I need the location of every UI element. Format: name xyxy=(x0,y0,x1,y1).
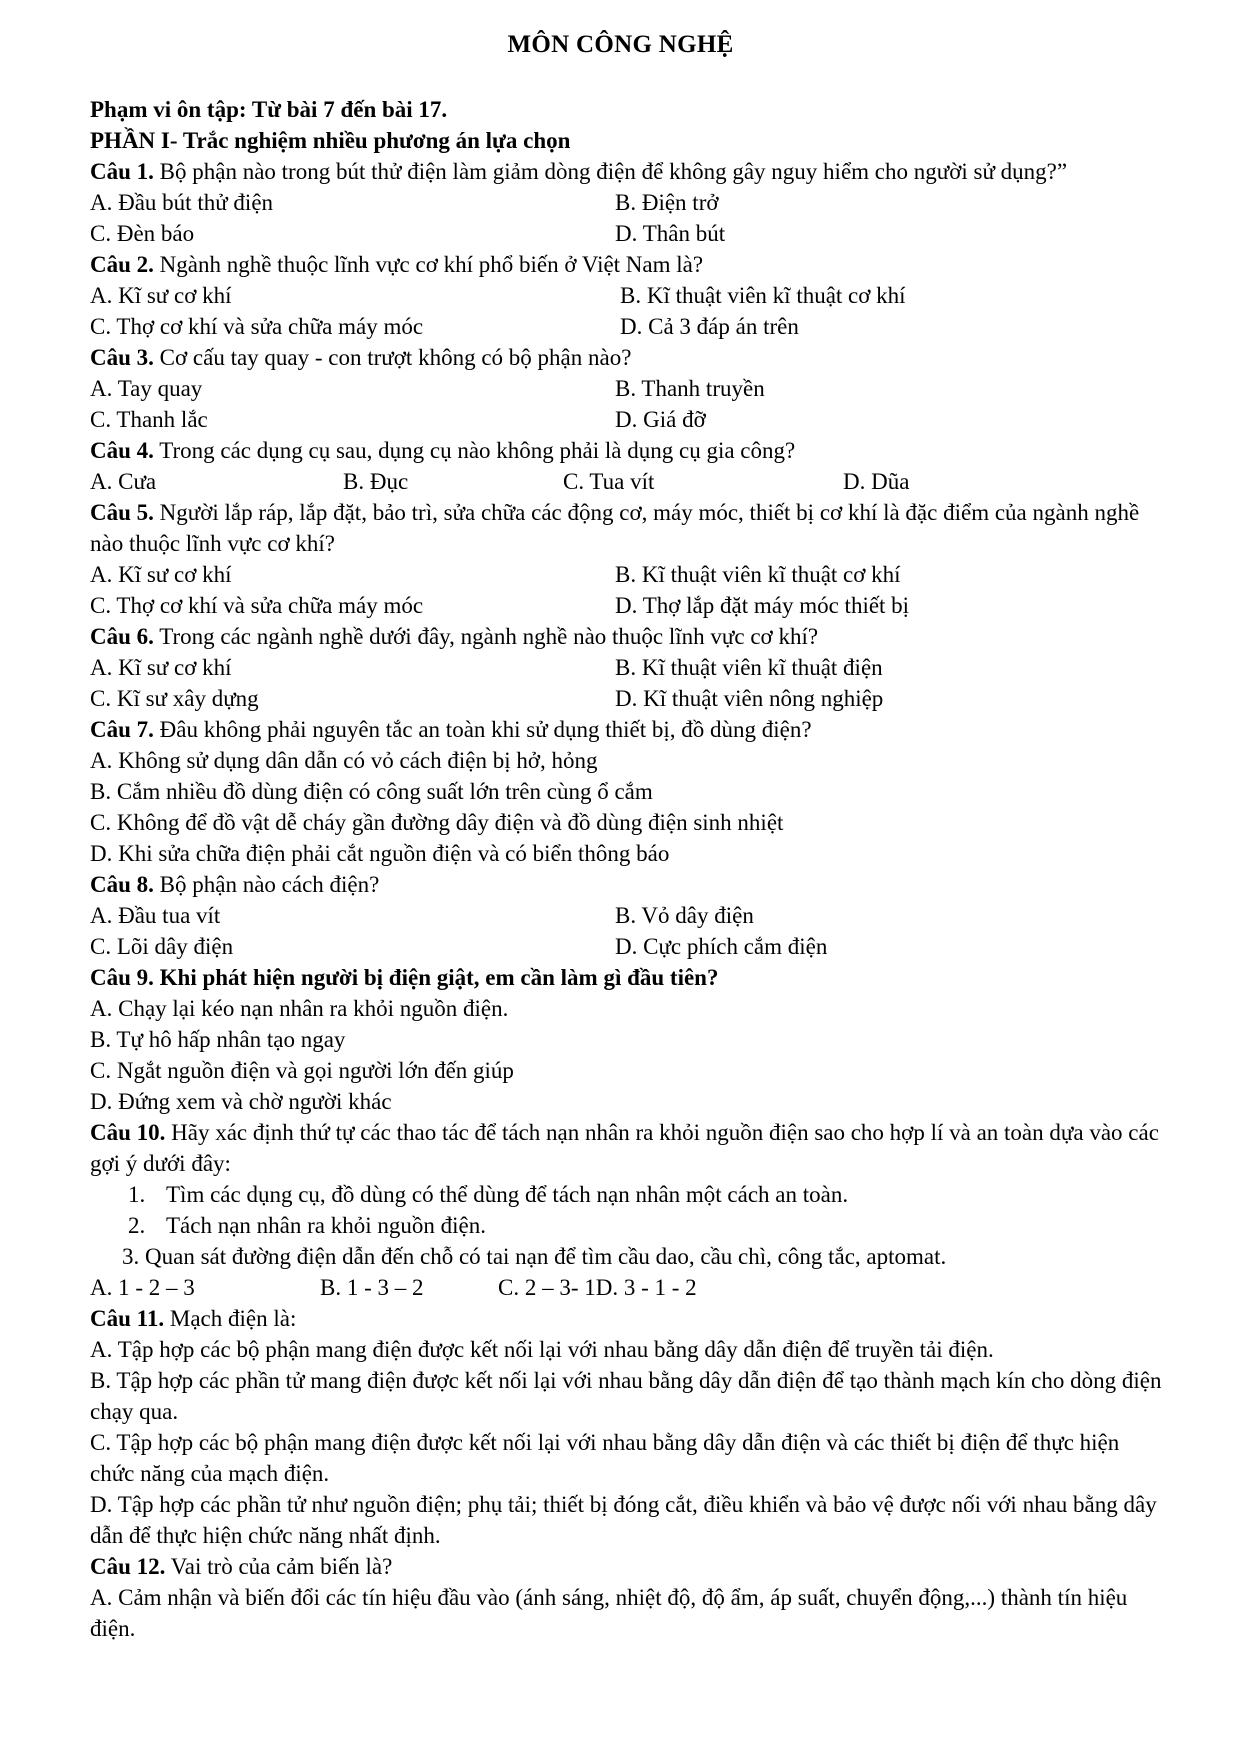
option-b: B. Vỏ dây điện xyxy=(615,903,754,928)
option-c: C. Lõi dây điện xyxy=(90,934,234,959)
step-2 xyxy=(90,1210,1165,1241)
option-a: A. Cưa xyxy=(90,469,157,494)
option-d: D. Giá đỡ xyxy=(615,407,706,432)
option-b: B. Tập hợp các phần tử mang điện được kết nối lại với nhau bằng dây dẫn điện để tạo thành mạch kín cho dòng điện chạy qua. xyxy=(90,1368,1162,1424)
question-12 xyxy=(90,1551,1165,1582)
option-d: D. Thợ lắp đặt máy móc thiết bị xyxy=(615,593,910,618)
option-c: C. Không để đồ vật dễ cháy gần đường dây điện và đồ dùng điện sinh nhiệt xyxy=(90,810,784,835)
step-1 xyxy=(90,1179,1165,1210)
question-3 xyxy=(90,342,1165,373)
question-2 xyxy=(90,249,1165,280)
question-label: Câu 5. xyxy=(90,500,154,525)
question-text: . Khi phát hiện người bị điện giật, em cần làm gì đầu tiên? xyxy=(148,965,719,990)
option-c: C. Thợ cơ khí và sửa chữa máy móc xyxy=(90,314,424,339)
step-3: 3. Quan sát đường điện dẫn đến chỗ có tai nạn để tìm cầu dao, cầu chì, công tắc, aptomat. xyxy=(122,1244,947,1269)
options-row xyxy=(90,311,1165,342)
question-text: Bộ phận nào cách điện? xyxy=(153,872,380,897)
step-text: Tìm các dụng cụ, đồ dùng có thể dùng để tách nạn nhân một cách an toàn. xyxy=(166,1182,849,1207)
question-text: Bộ phận nào trong bút thử điện làm giảm dòng điện để không gây nguy hiểm cho người sử dụng?” xyxy=(153,159,1068,184)
option-d: D. 3 - 1 - 2 xyxy=(595,1275,697,1300)
question-6 xyxy=(90,621,1165,652)
option-a: A. Tập hợp các bộ phận mang điện được kết nối lại với nhau bằng dây dẫn điện để truyền tải điện. xyxy=(90,1337,994,1362)
option-b: B. Tự hô hấp nhân tạo ngay xyxy=(90,1027,346,1052)
question-text: Trong các ngành nghề dưới đây, ngành nghề nào thuộc lĩnh vực cơ khí? xyxy=(153,624,819,649)
option-d: D. Đứng xem và chờ người khác xyxy=(90,1089,392,1114)
option-b: B. Kĩ thuật viên kĩ thuật cơ khí xyxy=(615,562,901,587)
option-c: C. Đèn báo xyxy=(90,221,195,246)
options-row xyxy=(90,931,1165,962)
option-d: D. Thân bút xyxy=(615,221,726,246)
question-label: Câu 9 xyxy=(90,965,149,990)
option-d: D. Khi sửa chữa điện phải cắt nguồn điện và có biển thông báo xyxy=(90,841,670,866)
options-row xyxy=(90,466,1165,497)
option-b: B. Cắm nhiều đồ dùng điện có công suất lớn trên cùng ổ cắm xyxy=(90,779,653,804)
option-d: D. Cả 3 đáp án trên xyxy=(620,314,799,339)
review-scope: Phạm vi ôn tập: Từ bài 7 đến bài 17. xyxy=(90,97,448,122)
question-label: Câu 3. xyxy=(90,345,154,370)
options-row xyxy=(90,652,1165,683)
option-c: C. Kĩ sư xây dựng xyxy=(90,686,259,711)
document-body xyxy=(90,94,1165,1644)
option-a: A. Đầu tua vít xyxy=(90,903,221,928)
option-c: C. Tập hợp các bộ phận mang điện được kết nối lại với nhau bằng dây dẫn điện và các thiết bị điện để thực hiện chức năng của mạch điện. xyxy=(90,1430,1120,1486)
options-row xyxy=(90,1272,1165,1303)
question-text: Ngành nghề thuộc lĩnh vực cơ khí phổ biến ở Việt Nam là? xyxy=(153,252,704,277)
option-c: C. Ngắt nguồn điện và gọi người lớn đến giúp xyxy=(90,1058,514,1083)
option-a: A. Kĩ sư cơ khí xyxy=(90,283,232,308)
option-a: A. Cảm nhận và biến đổi các tín hiệu đầu vào (ánh sáng, nhiệt độ, độ ẩm, áp suất, chuyển động,...) thành tín hiệu điện. xyxy=(90,1585,1128,1641)
option-b: B. Kĩ thuật viên kĩ thuật cơ khí xyxy=(620,283,906,308)
option-d: D. Kĩ thuật viên nông nghiệp xyxy=(615,686,884,711)
option-b: B. Điện trở xyxy=(615,190,719,215)
question-text: Hãy xác định thứ tự các thao tác để tách nạn nhân ra khỏi nguồn điện sao cho hợp lí và an toàn dựa vào các gợi ý dưới đây: xyxy=(90,1120,1159,1176)
question-label: Câu 4. xyxy=(90,438,154,463)
option-c: C. Tua vít xyxy=(563,469,655,494)
options-row xyxy=(90,559,1165,590)
question-label: Câu 2. xyxy=(90,252,154,277)
question-text: Vai trò của cảm biến là? xyxy=(165,1554,393,1579)
page-title: MÔN CÔNG NGHỆ xyxy=(507,31,734,58)
question-8 xyxy=(90,869,1165,900)
option-d: D. Tập hợp các phần tử như nguồn điện; phụ tải; thiết bị đóng cắt, điều khiển và bảo vệ được nối với nhau bằng dây dẫn để thực hiện chức năng nhất định. xyxy=(90,1492,1157,1548)
question-1 xyxy=(90,156,1165,187)
question-label: Câu 1. xyxy=(90,159,154,184)
question-label: Câu 8. xyxy=(90,872,154,897)
option-b: B. Đục xyxy=(343,469,409,494)
question-text: Đâu không phải nguyên tắc an toàn khi sử dụng thiết bị, đồ dùng điện? xyxy=(153,717,812,742)
options-row xyxy=(90,373,1165,404)
question-label: Câu 11. xyxy=(90,1306,165,1331)
step-number: 1. xyxy=(128,1182,146,1207)
question-label: Câu 6. xyxy=(90,624,154,649)
question-text: Trong các dụng cụ sau, dụng cụ nào không phải là dụng cụ gia công? xyxy=(153,438,796,463)
question-text: Mạch điện là: xyxy=(164,1306,297,1331)
question-text: Người lắp ráp, lắp đặt, bảo trì, sửa chữa các động cơ, máy móc, thiết bị cơ khí là đặc điểm của ngành nghề nào thuộc lĩnh vực cơ khí? xyxy=(90,500,1140,556)
question-9 xyxy=(90,962,1165,993)
option-a: A. Tay quay xyxy=(90,376,203,401)
option-d: D. Cực phích cắm điện xyxy=(615,934,828,959)
option-b: B. Thanh truyền xyxy=(615,376,765,401)
options-row xyxy=(90,590,1165,621)
question-label: Câu 7. xyxy=(90,717,154,742)
option-a: A. Không sử dụng dân dẫn có vỏ cách điện bị hở, hỏng xyxy=(90,748,598,773)
options-row xyxy=(90,683,1165,714)
options-row xyxy=(90,187,1165,218)
question-7 xyxy=(90,714,1165,745)
question-11 xyxy=(90,1303,1165,1334)
question-label: Câu 12. xyxy=(90,1554,166,1579)
options-row xyxy=(90,218,1165,249)
option-d: D. Dũa xyxy=(843,469,910,494)
option-a: A. Kĩ sư cơ khí xyxy=(90,655,232,680)
question-label: Câu 10. xyxy=(90,1120,166,1145)
option-a: A. 1 - 2 – 3 xyxy=(90,1275,195,1300)
options-row xyxy=(90,900,1165,931)
option-a: A. Kĩ sư cơ khí xyxy=(90,562,232,587)
question-4 xyxy=(90,435,1165,466)
options-row xyxy=(90,280,1165,311)
question-10 xyxy=(90,1117,1165,1179)
option-a: A. Đầu bút thử điện xyxy=(90,190,274,215)
part-heading: PHẦN I- Trắc nghiệm nhiều phương án lựa chọn xyxy=(90,128,571,153)
step-number: 2. xyxy=(128,1213,146,1238)
option-b: B. 1 - 3 – 2 xyxy=(320,1275,424,1300)
option-a: A. Chạy lại kéo nạn nhân ra khỏi nguồn điện. xyxy=(90,996,509,1021)
options-row xyxy=(90,404,1165,435)
question-5 xyxy=(90,497,1165,559)
step-text: Tách nạn nhân ra khỏi nguồn điện. xyxy=(166,1213,486,1238)
option-b: B. Kĩ thuật viên kĩ thuật điện xyxy=(615,655,883,680)
option-c: C. 2 – 3- 1 xyxy=(498,1275,596,1300)
option-c: C. Thợ cơ khí và sửa chữa máy móc xyxy=(90,593,424,618)
option-c: C. Thanh lắc xyxy=(90,407,208,432)
question-text: Cơ cấu tay quay - con trượt không có bộ phận nào? xyxy=(153,345,632,370)
